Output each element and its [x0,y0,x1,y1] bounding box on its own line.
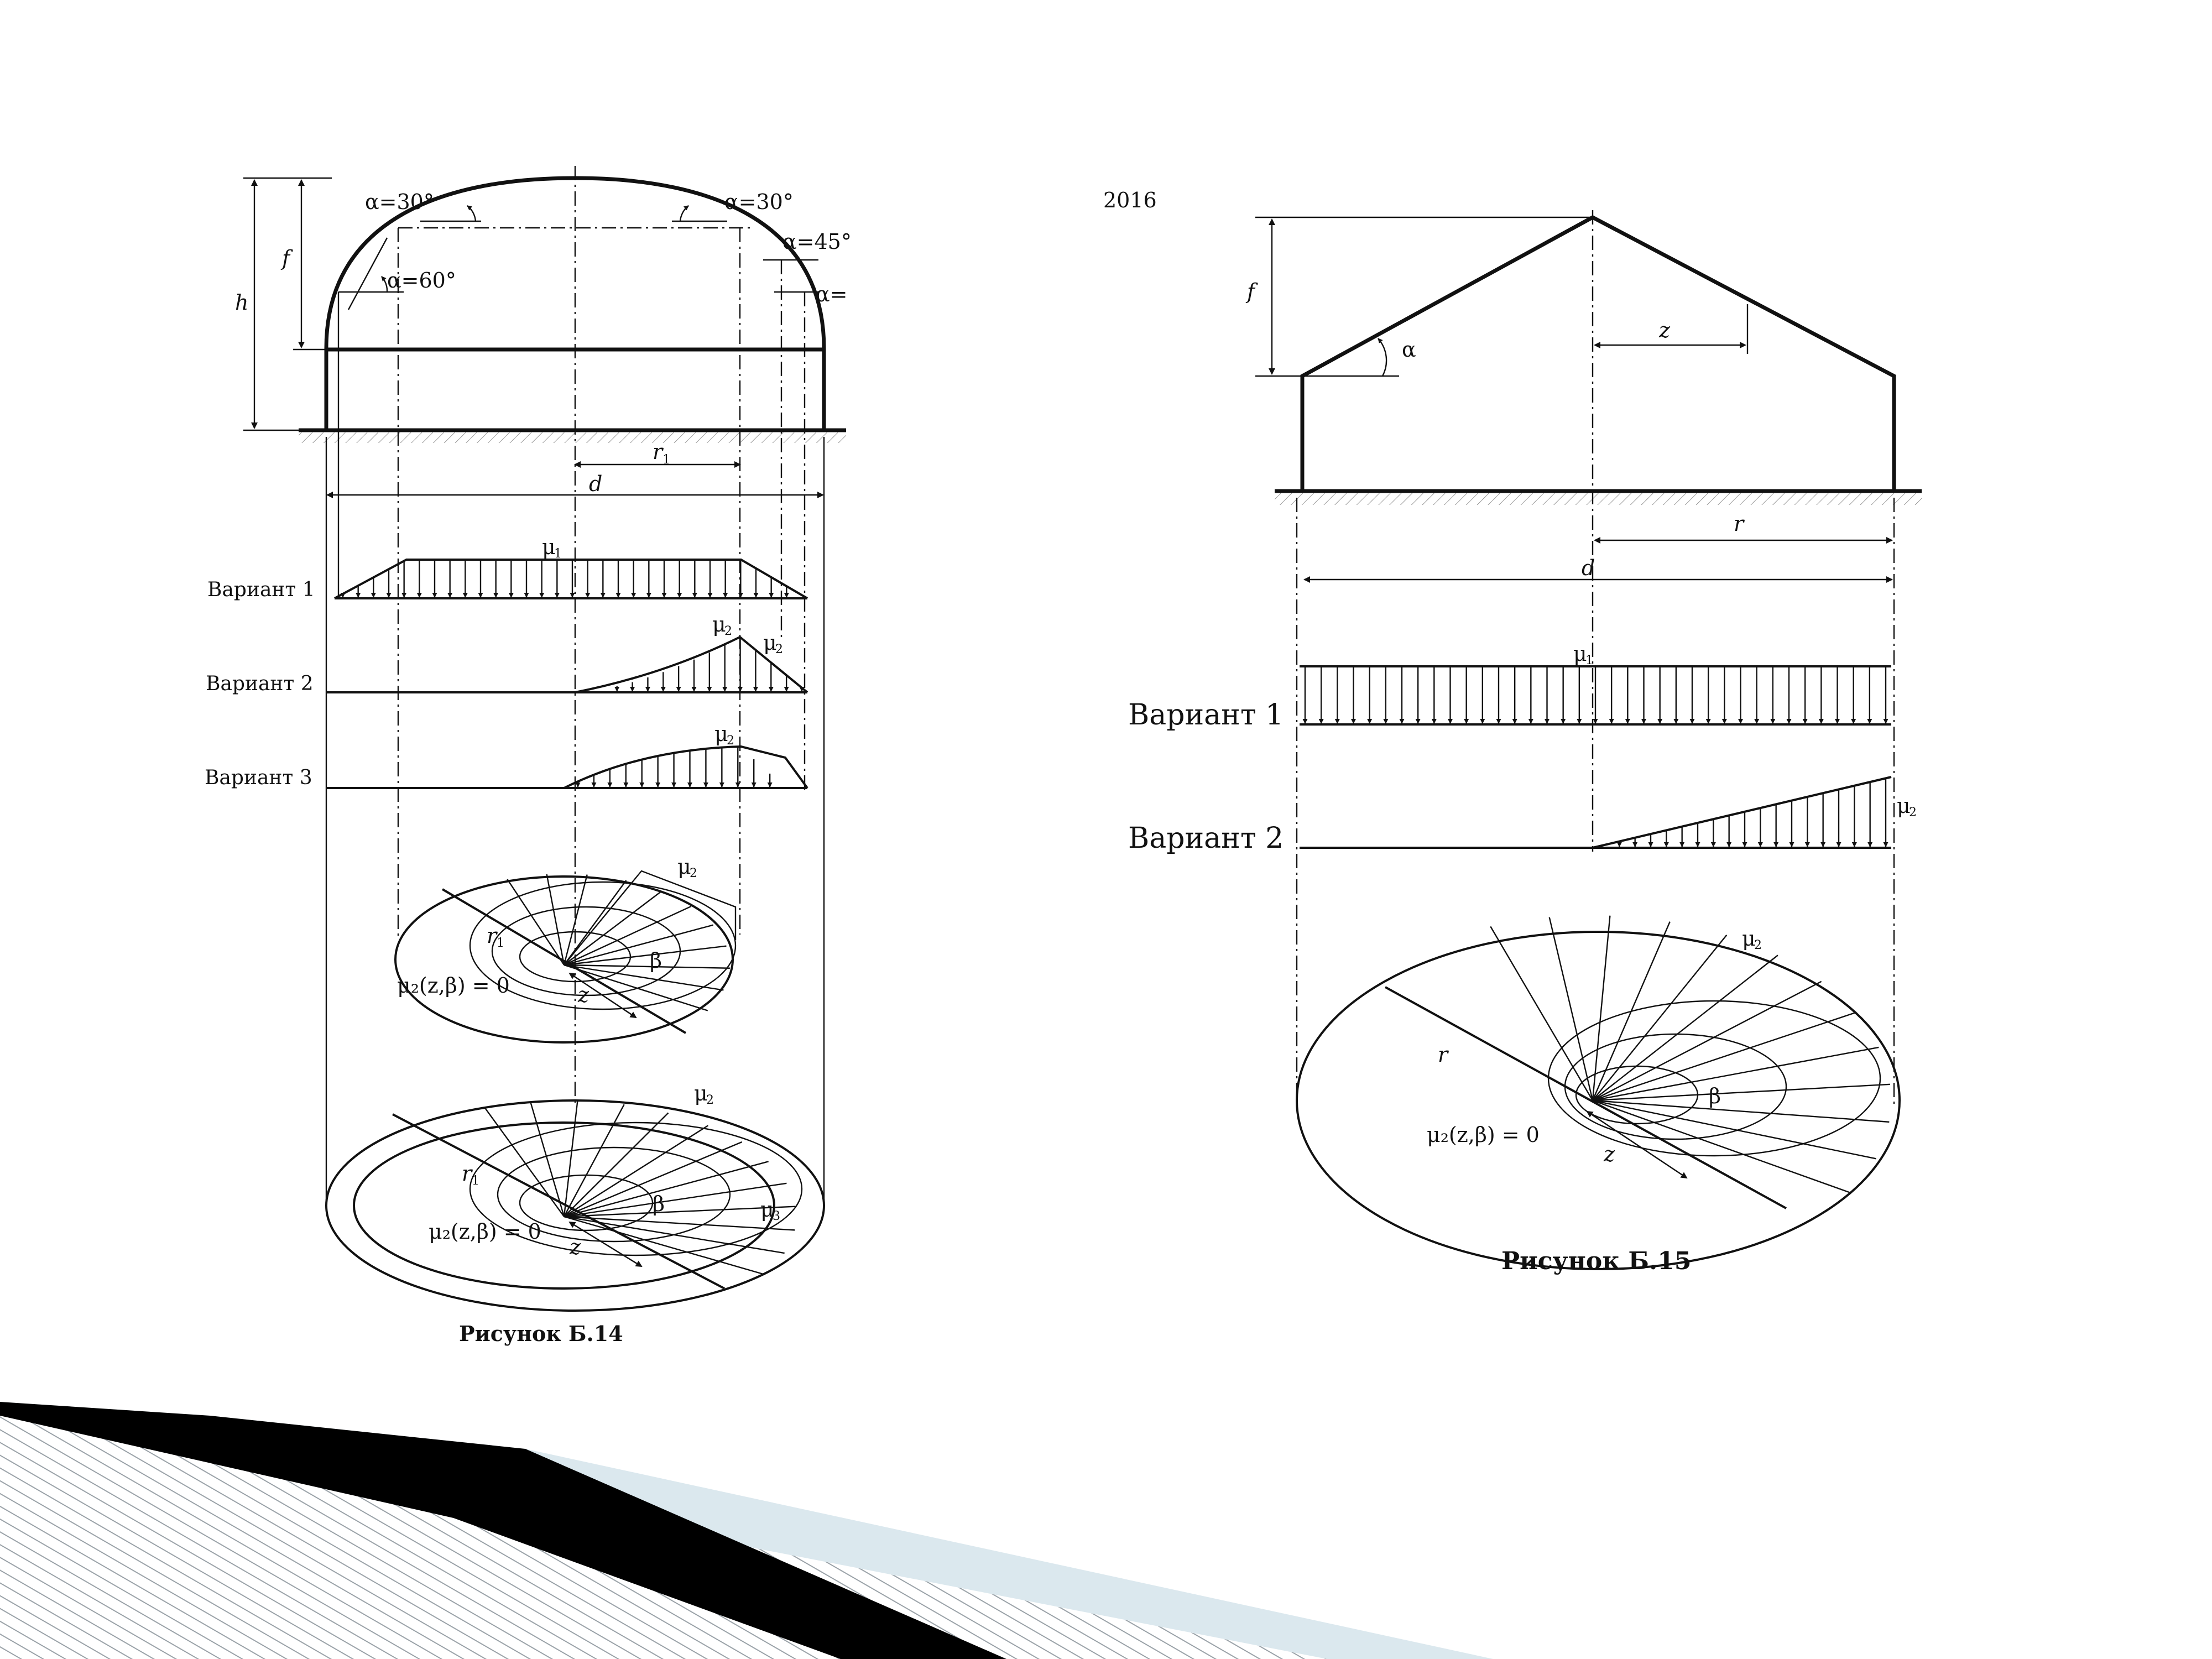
svg-text:μ: μ [763,630,777,655]
svg-text:μ: μ [1897,794,1911,818]
plan-ray [1593,1100,1851,1193]
plan-ray [1550,917,1593,1100]
plan-ray [1593,982,1822,1100]
ground-hatch [299,432,846,443]
plan-upper [395,854,735,1042]
plan-ray [1593,955,1778,1100]
svg-text:1: 1 [497,936,504,950]
plan-ray [1593,916,1610,1100]
variant3-diagram [205,722,807,789]
variant3-label: Вариант 3 [205,766,312,789]
variant1-load-arrows [343,560,786,597]
svg-text:3: 3 [773,1209,780,1223]
svg-text:β: β [653,1192,665,1216]
svg-text:β: β [1709,1084,1721,1108]
right-plan-equation: μ₂(z,β) = 0 [1427,1123,1540,1147]
variant2-label: Вариант 2 [206,672,314,695]
variant1-label: Вариант 1 [207,578,315,601]
svg-text:z: z [570,1235,581,1259]
svg-text:1: 1 [662,453,670,467]
plan-ray [1593,1100,1889,1122]
plan-ray [1593,922,1670,1100]
right-variant2-label: Вариант 2 [1128,822,1284,855]
svg-text:μ: μ [1573,641,1587,666]
svg-text:2: 2 [706,1093,714,1107]
svg-text:1: 1 [472,1174,479,1188]
figure-b15 [1103,188,1922,1275]
dim-h-label: h [235,290,249,315]
right-variant1-label: Вариант 1 [1128,698,1284,732]
plan-ray [564,946,726,965]
dim-z-label: z [1659,318,1671,342]
caption-b14: Рисунок Б.14 [459,1321,623,1346]
variant3-load-arrows [578,747,770,787]
svg-text:μ: μ [712,612,726,637]
svg-text:2: 2 [1909,806,1917,820]
plan-ray [564,1217,785,1253]
angle-45-label: α=45° [782,229,852,254]
plan-ray [564,965,730,968]
svg-text:μ: μ [760,1197,774,1222]
variant1-diagram [207,535,807,601]
dim-f-label: f [282,246,290,270]
plan-ray [564,1125,708,1217]
plan-ray [564,880,626,965]
plan-ray [564,1217,765,1275]
svg-text:r: r [1438,1042,1448,1067]
svg-text:β: β [650,948,662,973]
header-fragment: 2016 [1103,188,1157,212]
svg-text:1: 1 [554,547,562,561]
slide-decoration [0,1402,1493,1659]
angle-60-label: α=60° [387,268,456,293]
projection-lines [326,166,824,1200]
dim-d-label-right: d [1582,556,1595,580]
caption-b15: Рисунок Б.15 [1501,1247,1692,1275]
svg-text:μ: μ [1742,926,1756,951]
svg-text:2: 2 [727,734,734,748]
angle-30-left-label: α=30° [365,190,434,214]
plan-ray [564,1100,577,1217]
plan-ray [1593,1100,1876,1159]
dim-r-label: r [1734,512,1744,536]
figure-b14 [205,166,852,1346]
svg-text:2: 2 [1754,938,1762,952]
dim-d-label: d [589,472,603,496]
svg-text:2: 2 [690,867,697,880]
right-variant1-load-arrows [1305,667,1886,723]
plan-ray [564,891,661,965]
svg-text:2: 2 [724,624,732,638]
plan-lower-equation: μ₂(z,β) = 0 [429,1219,541,1244]
right-plan [1297,916,1900,1269]
right-variant2-diagram [1128,777,1917,855]
plan-lower [326,1081,824,1311]
dim-r1-label: r [653,440,663,464]
svg-text:2: 2 [775,643,783,656]
svg-text:μ: μ [677,854,691,879]
angle-30-right-label: α=30° [724,190,794,214]
svg-text:z: z [578,983,589,1007]
svg-text:r: r [462,1161,472,1186]
svg-text:μ: μ [714,722,728,746]
dim-f-label-right: f [1247,279,1255,304]
right-variant1-diagram [1128,641,1891,732]
plan-ray [564,1104,624,1217]
svg-text:z: z [1604,1142,1615,1166]
svg-text:μ: μ [694,1081,708,1105]
plan-ray [1593,1013,1855,1100]
angle-cut-label: α= [816,282,848,306]
svg-text:μ: μ [542,535,556,559]
variant2-diagram [206,612,807,695]
plan-ray [564,1161,769,1217]
svg-text:1: 1 [1585,654,1593,667]
angle-alpha-label: α [1402,337,1416,362]
plan-upper-equation: μ₂(z,β) = 0 [397,973,510,998]
dome-elevation [235,178,852,496]
svg-text:r: r [487,924,497,948]
gable-outline [1302,217,1894,489]
